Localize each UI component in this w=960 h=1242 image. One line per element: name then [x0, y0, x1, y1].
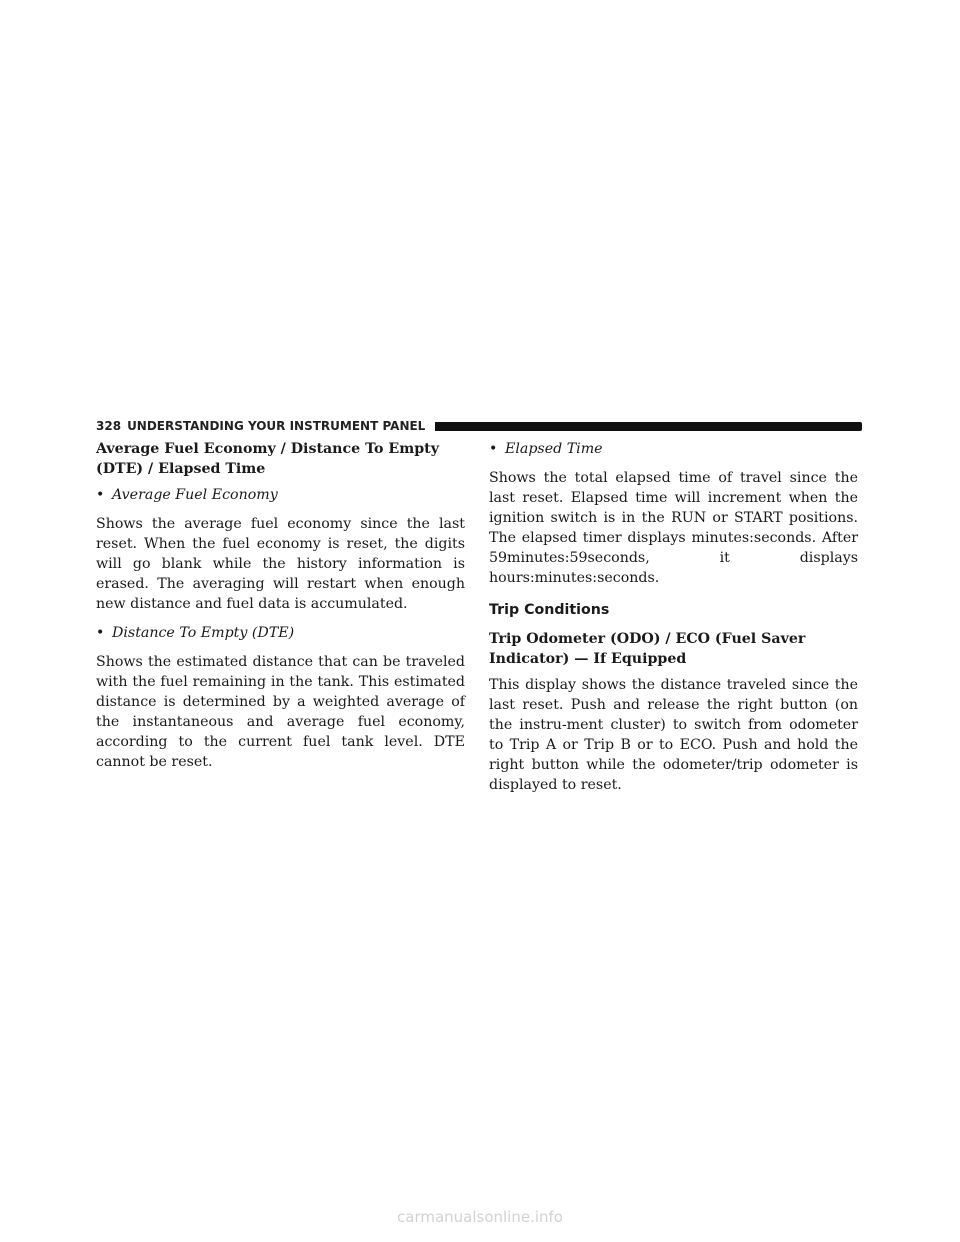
bullet-elapsed-time [489, 439, 858, 459]
bullet-icon: • [96, 487, 105, 503]
paragraph-elapsed-time: Shows the total elapsed time of travel since the last reset. Elapsed time will increment when the ignition switch is in the RUN or START positions. The elapsed timer displays minutes:seconds. After 59minutes:59seconds, it displays hours:minutes:seconds. [489, 470, 858, 586]
right-column [489, 439, 858, 804]
paragraph-trip-odometer: This display shows the distance traveled since the last reset. Push and release the right button (on the instru-ment cluster) to switch from odometer to Trip A or Trip B or to ECO. Push and hold the right button while the odometer/trip odometer is displayed to reset. [489, 677, 858, 793]
paragraph-distance-to-empty: Shows the estimated distance that can be traveled with the fuel remaining in the tank. This estimated distance is determined by a weighted average of the instantaneous and average fuel economy, according to the current fuel tank level. DTE cannot be reset. [96, 654, 465, 770]
page-number: 328 [96, 419, 122, 433]
bullet-label: Elapsed Time [505, 441, 603, 457]
header-rule [435, 422, 862, 431]
paragraph-average-fuel-economy: Shows the average fuel economy since the last reset. When the fuel economy is reset, the digits will go blank while the history information is erased. The averaging will restart when enough new distance and fuel data is accumulated. [96, 516, 465, 612]
bullet-distance-to-empty [96, 623, 465, 643]
left-heading: Average Fuel Economy / Distance To Empty (DTE) / Elapsed Time [96, 441, 439, 477]
page-header [96, 418, 862, 434]
section-heading-trip-conditions: Trip Conditions [489, 602, 610, 618]
subheading-trip-odometer: Trip Odometer (ODO) / ECO (Fuel Saver Indicator) — If Equipped [489, 631, 806, 667]
bullet-icon: • [489, 441, 498, 457]
section-title: UNDERSTANDING YOUR INSTRUMENT PANEL [127, 419, 426, 433]
bullet-average-fuel-economy [96, 485, 465, 505]
bullet-label: Distance To Empty (DTE) [112, 625, 295, 641]
bullet-label: Average Fuel Economy [112, 487, 278, 503]
left-column [96, 439, 465, 781]
bullet-icon: • [96, 625, 105, 641]
watermark: carmanualsonline.info [397, 1208, 563, 1226]
